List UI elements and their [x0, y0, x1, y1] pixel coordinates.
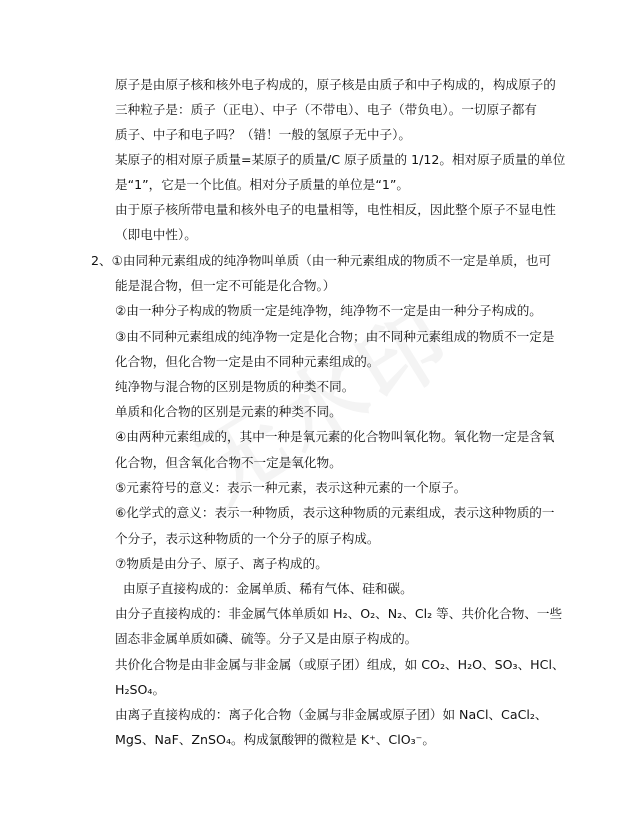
- text-line: 由分子直接构成的：非金属气体单质如 H₂、O₂、N₂、Cl₂ 等、共价化合物、一些: [115, 606, 563, 621]
- text-line: ⑦物质是由分子、原子、离子构成的。: [115, 556, 328, 571]
- text-line: 某原子的相对原子质量=某原子的质量/C 原子质量的 1/12。相对原子质量的单位: [115, 152, 566, 167]
- text-line: 由离子直接构成的：离子化合物（金属与非金属或原子团）如 NaCl、CaCl₂、: [115, 707, 548, 722]
- text-line: 化合物，但化合物一定是由不同种元素组成的。: [115, 354, 380, 369]
- text-line: ⑥化学式的意义：表示一种物质，表示这种物质的元素组成，表示这种物质的一: [115, 505, 555, 520]
- text-line: 由于原子核所带电量和核外电子的电量相等，电性相反，因此整个原子不显电性: [115, 202, 556, 217]
- text-line: 原子是由原子核和核外电子构成的，原子核是由质子和中子构成的，构成原子的: [115, 77, 556, 92]
- text-line: 能是混合物，但一定不可能是化合物。）: [115, 278, 336, 293]
- text-line: 是“1”，它是一个比值。相对分子质量的单位是“1”。: [115, 177, 409, 192]
- text-line: 共价化合物是由非金属与非金属（或原子团）组成，如 CO₂、H₂O、SO₃、HCl、: [115, 657, 565, 672]
- text-line: （即电中性）。: [115, 227, 197, 242]
- text-line: 质子、中子和电子吗？（错！一般的氢原子无中子）。: [115, 127, 411, 142]
- text-line: ④由两种元素组成的，其中一种是氧元素的化合物叫氧化物。氧化物一定是含氧: [115, 429, 555, 444]
- text-line: 单质和化合物的区别是元素的种类不同。: [115, 404, 342, 419]
- text-line: 固态非金属单质如磷、硫等。分子又是由原子构成的。: [115, 631, 418, 646]
- text-line: 三种粒子是：质子（正电）、中子（不带电）、电子（带负电）。一切原子都有: [115, 102, 537, 117]
- text-line: H₂SO₄。: [115, 682, 166, 697]
- text-line: 由原子直接构成的：金属单质、稀有气体、硅和碳。: [123, 581, 413, 596]
- text-line: ③由不同种元素组成的纯净物一定是化合物；由不同种元素组成的物质不一定是: [115, 329, 555, 344]
- text-line: ②由一种分子构成的物质一定是纯净物，纯净物不一定是由一种分子构成的。: [115, 303, 542, 318]
- text-line: 纯净物与混合物的区别是物质的种类不同。: [115, 379, 355, 394]
- text-line: 个分子，表示这种物质的一个分子的原子构成。: [115, 531, 380, 546]
- text-line: 化合物，但含氧化合物不一定是氧化物。: [115, 455, 342, 470]
- text-line: MgS、NaF、ZnSO₄。构成氯酸钾的微粒是 K⁺、ClO₃⁻。: [115, 732, 435, 747]
- text-line: ⑤元素符号的意义：表示一种元素，表示这种元素的一个原子。: [115, 480, 467, 495]
- text-line: 2、①由同种元素组成的纯净物叫单质（由一种元素组成的物质不一定是单质，也可: [91, 253, 552, 268]
